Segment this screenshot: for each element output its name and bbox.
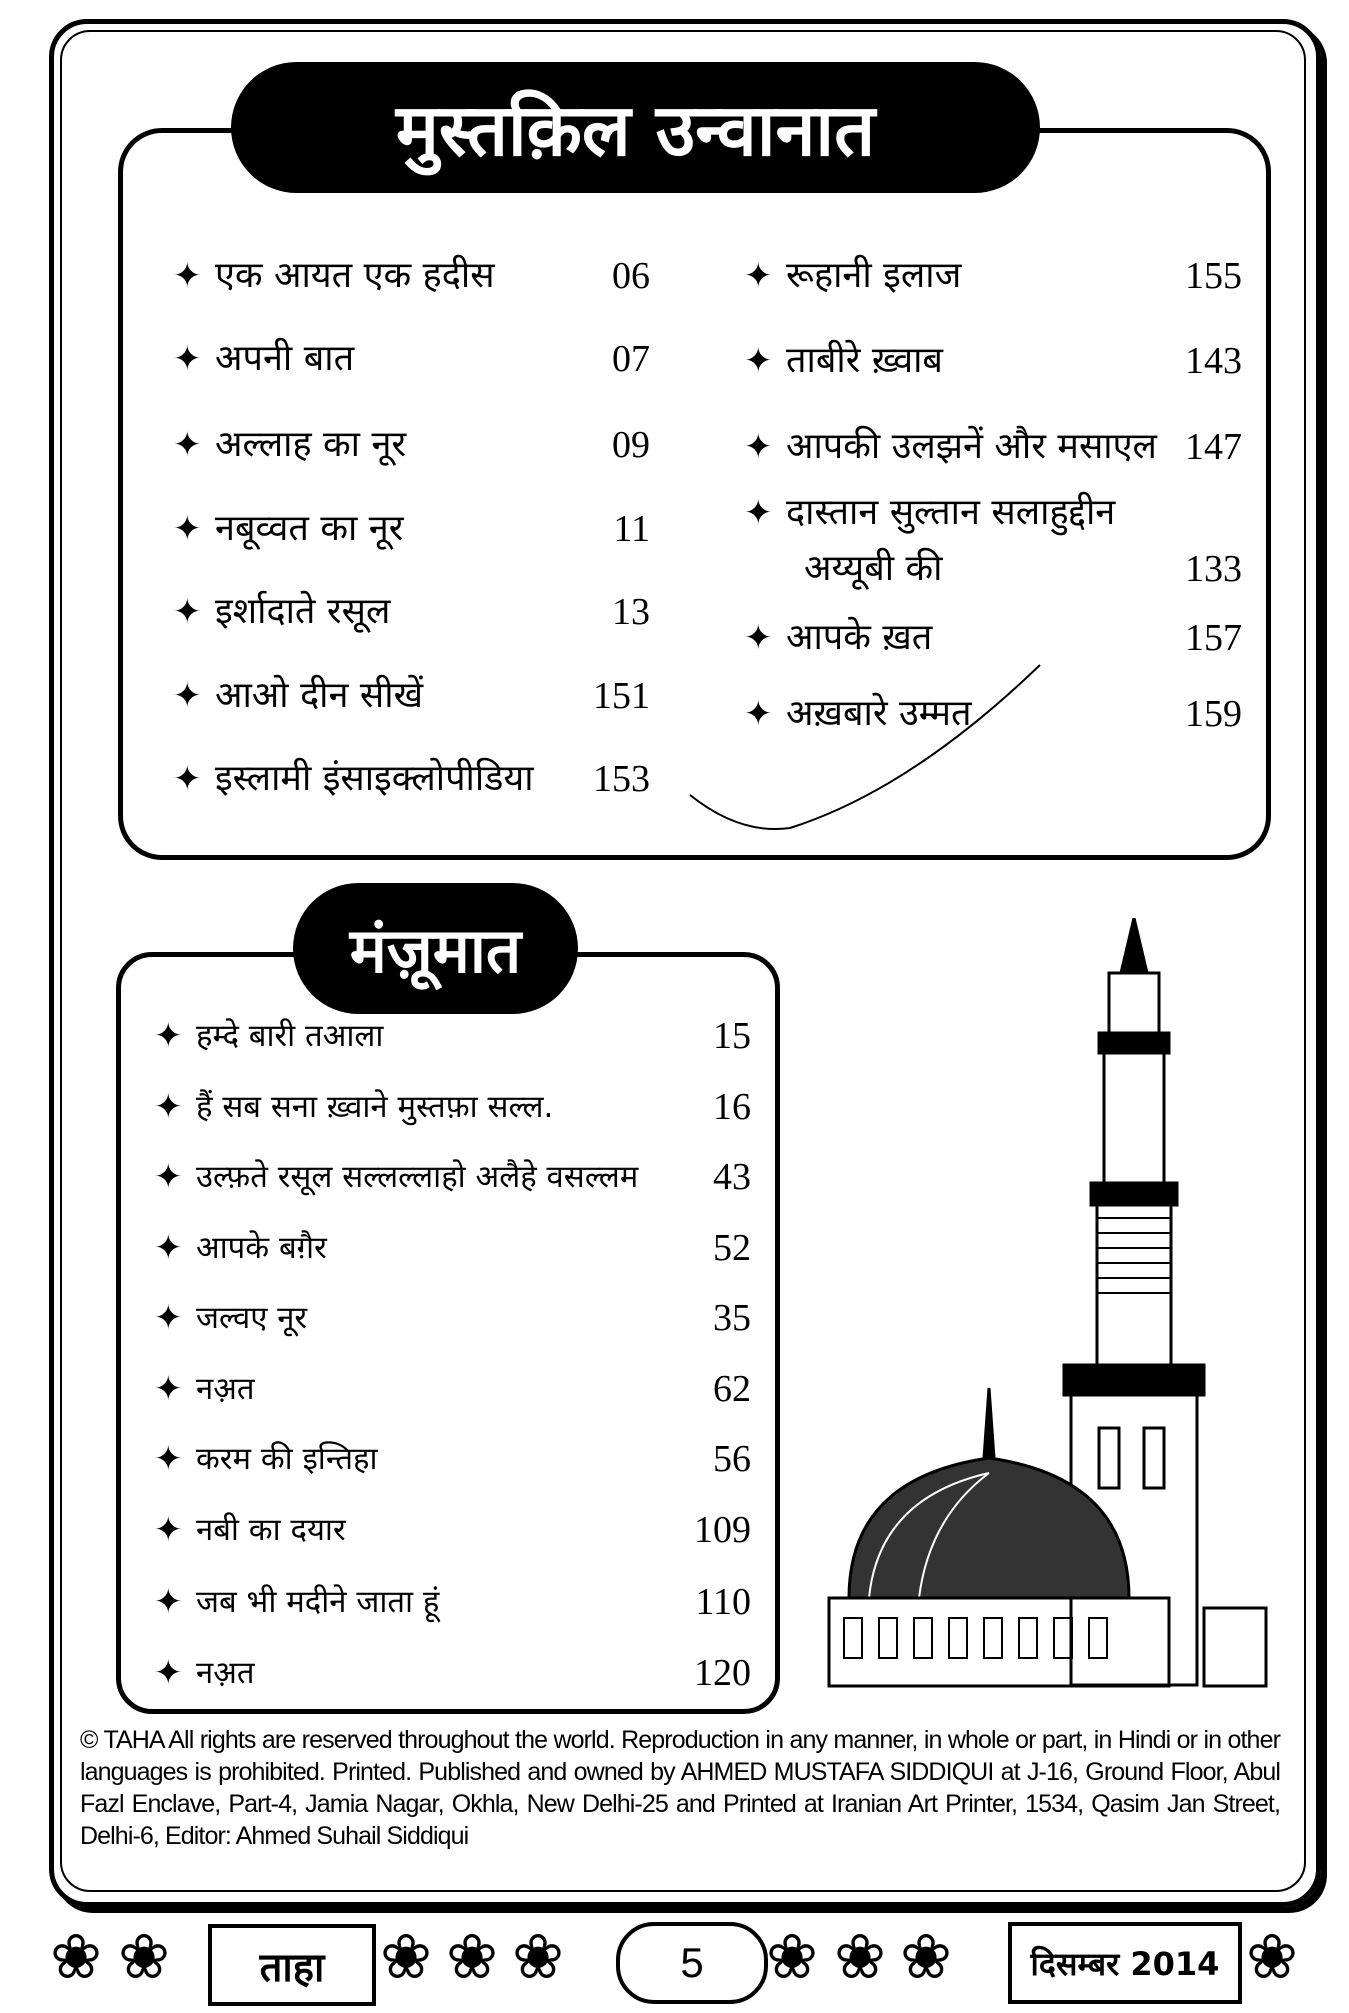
entry-title: करम की इन्तिहा (196, 1441, 378, 1477)
bullet-icon: ✦ (744, 694, 773, 734)
flower-icon: ❀ (380, 1920, 432, 1993)
flower-icon: ❀ (118, 1920, 170, 1993)
entry-page: 155 (1185, 255, 1242, 297)
bullet-icon: ✦ (154, 1087, 183, 1127)
entry-page: 06 (612, 255, 650, 297)
flower-icon: ❀ (766, 1920, 818, 1993)
entry-title: आपके बग़ैर (196, 1230, 327, 1266)
regular-columns-title: मुस्तक़िल उन्वानात (231, 62, 1040, 193)
entry-title: अपनी बात (215, 338, 355, 379)
flower-icon: ❀ (1246, 1920, 1298, 1993)
entry-title: रूहानी इलाज (786, 255, 962, 296)
issue-date: दिसम्बर 2014 (1008, 1922, 1242, 2004)
entry-page: 151 (593, 675, 650, 717)
entry-title: ताबीरे ख़्वाब (786, 340, 943, 381)
entry-title: नअ़त (196, 1371, 255, 1407)
entry-title: आपके ख़त (786, 617, 933, 658)
bullet-icon: ✦ (744, 493, 773, 533)
entry-page: 35 (713, 1297, 751, 1339)
entry-title: नबूव्वत का नूर (215, 508, 404, 549)
magazine-name: ताहा (208, 1924, 376, 2006)
poems-title: मंज़ूमात (293, 883, 578, 1014)
entry-title: जब भी मदीने जाता हूं (196, 1584, 440, 1620)
bullet-icon: ✦ (154, 1369, 183, 1409)
entry-page: 159 (1185, 693, 1242, 735)
entry-title: हैं सब सना ख़्वाने मुस्तफ़ा सल्ल. (196, 1089, 554, 1125)
copyright-notice: © TAHA All rights are reserved throughout the world. Reproduction in any manner, in whole or part, in Hindi or in other languages is prohibited. Printed. Published and owned by AHMED MUSTAFA SIDDIQUI at J-16, Ground Floor, Abul Fazl Enclave, Part-4, Jamia Nagar, Okhla, New Delhi-25 and Printed at Iranian Art Printer, 1534, Qasim Jan Street, Delhi-6, Editor: Ahmed Suhail Siddiqui (80, 1726, 1280, 1850)
flower-icon: ❀ (900, 1920, 952, 1993)
mosque-illustration (809, 918, 1271, 1688)
bullet-icon: ✦ (154, 1016, 183, 1056)
entry-page: 11 (613, 508, 650, 550)
entry-page: 153 (593, 758, 650, 800)
entry-page: 07 (612, 338, 650, 380)
entry-page: 109 (694, 1509, 751, 1551)
bullet-icon: ✦ (173, 425, 202, 465)
entry-title: एक आयत एक हदीस (215, 255, 495, 296)
bullet-icon: ✦ (154, 1439, 183, 1479)
bullet-icon: ✦ (744, 256, 773, 296)
entry-page: 09 (612, 424, 650, 466)
page-number: 5 (616, 1922, 768, 2004)
entry-title: इर्शादाते रसूल (215, 591, 391, 632)
bullet-icon: ✦ (173, 509, 202, 549)
bullet-icon: ✦ (154, 1228, 183, 1268)
flower-icon: ❀ (50, 1920, 102, 1993)
bullet-icon: ✦ (173, 759, 202, 799)
bullet-icon: ✦ (154, 1510, 183, 1550)
entry-title: अख़बारे उम्मत (786, 693, 972, 734)
entry-page: 16 (713, 1086, 751, 1128)
entry-page: 147 (1185, 426, 1242, 468)
entry-page: 120 (694, 1652, 751, 1694)
flower-icon: ❀ (512, 1920, 564, 1993)
entry-title: अल्लाह का नूर (215, 424, 407, 465)
entry-title: नबी का दयार (196, 1512, 346, 1548)
flower-icon: ❀ (446, 1920, 498, 1993)
entry-page: 56 (713, 1438, 751, 1480)
bullet-icon: ✦ (744, 341, 773, 381)
bullet-icon: ✦ (154, 1653, 183, 1693)
bullet-icon: ✦ (173, 592, 202, 632)
entry-page: 43 (713, 1156, 751, 1198)
entry-title: इस्लामी इंसाइक्लोपीडिया (215, 758, 534, 799)
flower-icon: ❀ (834, 1920, 886, 1993)
entry-page: 13 (612, 591, 650, 633)
entry-page: 133 (1185, 548, 1242, 590)
bullet-icon: ✦ (154, 1157, 183, 1197)
entry-title: जल्वए नूर (196, 1300, 308, 1336)
entry-page: 157 (1185, 617, 1242, 659)
entry-title: हम्दे बारी तआला (196, 1018, 384, 1054)
entry-title: आपकी उलझनें और मसाएल (786, 426, 1157, 467)
pen-mark (680, 660, 1060, 860)
entry-title: नअ़त (196, 1655, 255, 1691)
entry-page: 143 (1185, 340, 1242, 382)
bullet-icon: ✦ (744, 427, 773, 467)
entry-page: 110 (695, 1581, 751, 1623)
bullet-icon: ✦ (154, 1298, 183, 1338)
bullet-icon: ✦ (744, 618, 773, 658)
bullet-icon: ✦ (173, 339, 202, 379)
bullet-icon: ✦ (154, 1582, 183, 1622)
entry-page: 15 (713, 1015, 751, 1057)
entry-title: आओ दीन सीखें (215, 675, 424, 716)
entry-page: 62 (713, 1368, 751, 1410)
entry-title-continued: अय्यूबी की (804, 548, 943, 589)
bullet-icon: ✦ (173, 256, 202, 296)
entry-title: दास्तान सुल्तान सलाहुद्दीन (786, 492, 1116, 533)
entry-page: 52 (713, 1227, 751, 1269)
entry-title: उल्फ़ते रसूल सल्लल्लाहो अलैहे वसल्लम (196, 1159, 639, 1195)
bullet-icon: ✦ (173, 676, 202, 716)
